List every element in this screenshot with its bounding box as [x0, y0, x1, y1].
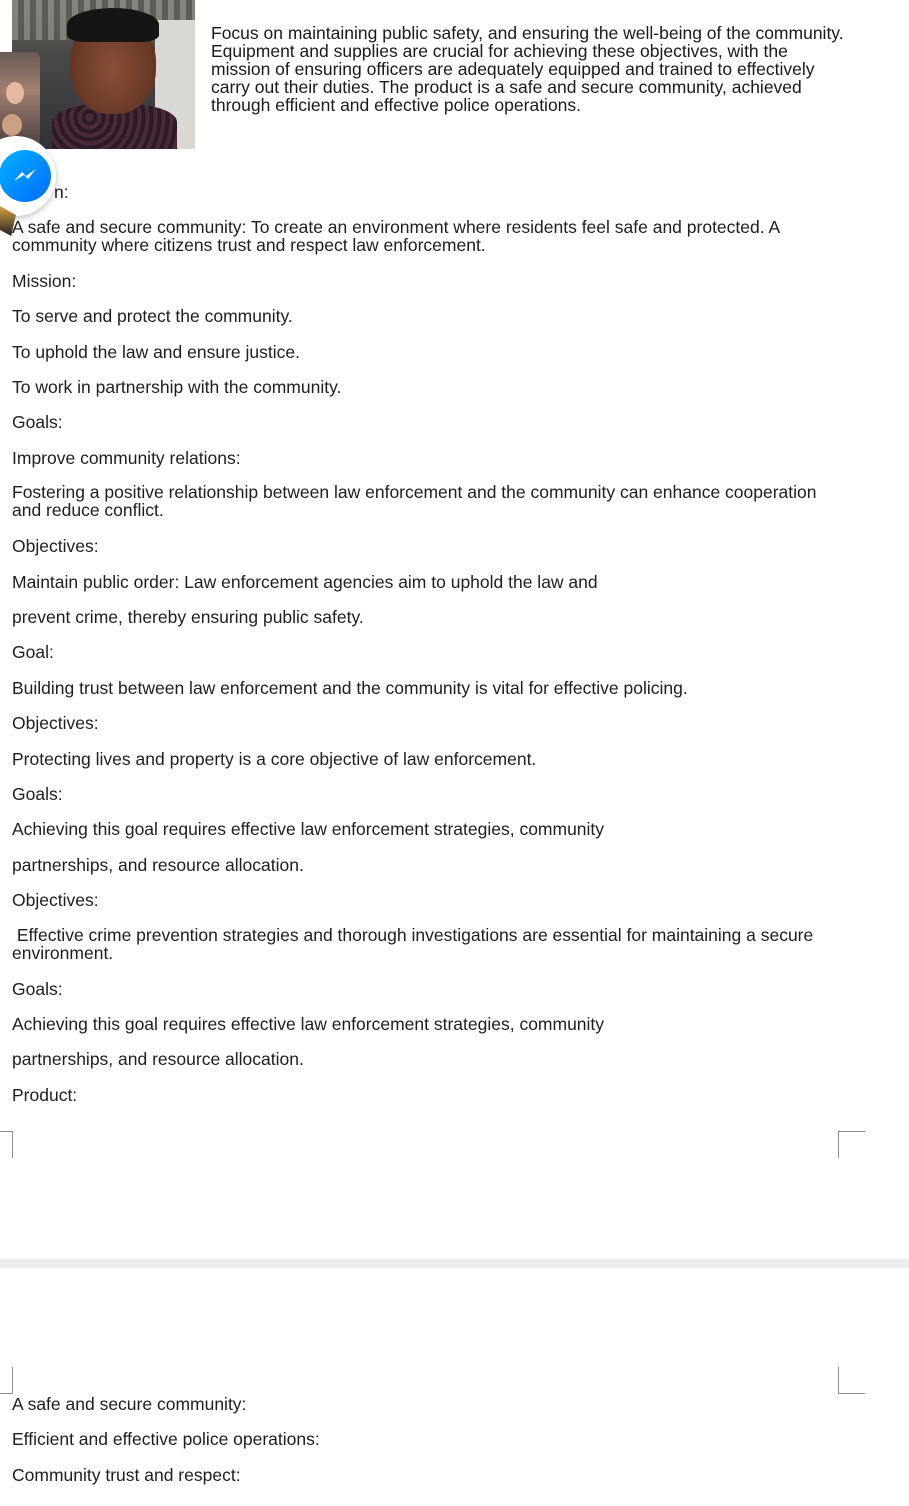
page-corner-mark [838, 1367, 865, 1394]
mission-item: To uphold the law and ensure justice. [12, 342, 300, 362]
goals-heading: Goals: [12, 784, 63, 804]
objectives-heading: Objectives: [12, 536, 99, 556]
goals-heading: Goals: [12, 412, 63, 432]
objective-text: Effective crime prevention strategies and thorough investigations are essential for maintaining a secure environment. [12, 925, 819, 963]
objective-text: Protecting lives and property is a core objective of law enforcement. [12, 749, 537, 769]
goal-title: Improve community relations: [12, 448, 241, 468]
goal-text: Achieving this goal requires effective law enforcement strategies, community [12, 819, 605, 839]
product-item: Community trust and respect: [12, 1465, 241, 1485]
photo-hair [67, 8, 159, 42]
mission-item: To work in partnership with the community. [12, 377, 342, 397]
thumbnail-person [2, 114, 22, 136]
mission-heading: Mission: [12, 271, 77, 291]
product-item: A safe and secure community: [12, 1394, 247, 1414]
chathead-contact-thumbnail[interactable] [0, 52, 40, 148]
goal-text: partnerships, and resource allocation. [12, 855, 304, 875]
product-heading: Product: [12, 1085, 78, 1105]
objectives-heading: Objectives: [12, 890, 99, 910]
mission-item: To serve and protect the community. [12, 306, 293, 326]
goal-text: Achieving this goal requires effective law enforcement strategies, community [12, 1014, 605, 1034]
messenger-icon [0, 150, 51, 202]
objective-text: prevent crime, thereby ensuring public safety. [12, 607, 364, 627]
goal-text: partnerships, and resource allocation. [12, 1049, 304, 1069]
intro-paragraph: Focus on maintaining public safety, and ensuring the well-being of the community. Equipment and supplies are crucial for achieving these objectives, with the mission of ensuring officers are adequately equipped and trained to effectively carry out their duties. The product is a safe and secure community, achieved through efficient and effective police operations. [211, 23, 844, 115]
page-corner-mark [0, 1367, 13, 1394]
goal-text: Fostering a positive relationship between law enforcement and the community can enhance cooperation and reduce conflict. [12, 482, 817, 520]
messenger-bolt-icon [10, 161, 40, 191]
page-break [0, 1259, 909, 1268]
thumbnail-person [6, 82, 24, 104]
objectives-heading: Objectives: [12, 713, 99, 733]
vision-heading: n: [54, 182, 69, 202]
page-corner-mark [838, 1131, 865, 1158]
objective-text: Maintain public order: Law enforcement agencies aim to uphold the law and [12, 572, 598, 592]
vision-text: A safe and secure community: To create an environment where residents feel safe and protected. A community where citizens trust and respect law enforcement. [12, 217, 780, 255]
goals-heading: Goals: [12, 979, 63, 999]
product-item: Efficient and effective police operations: [12, 1429, 320, 1449]
goal-heading: Goal: [12, 642, 54, 662]
page-corner-mark [0, 1131, 13, 1158]
goal-text: Building trust between law enforcement and the community is vital for effective policing. [12, 678, 688, 698]
